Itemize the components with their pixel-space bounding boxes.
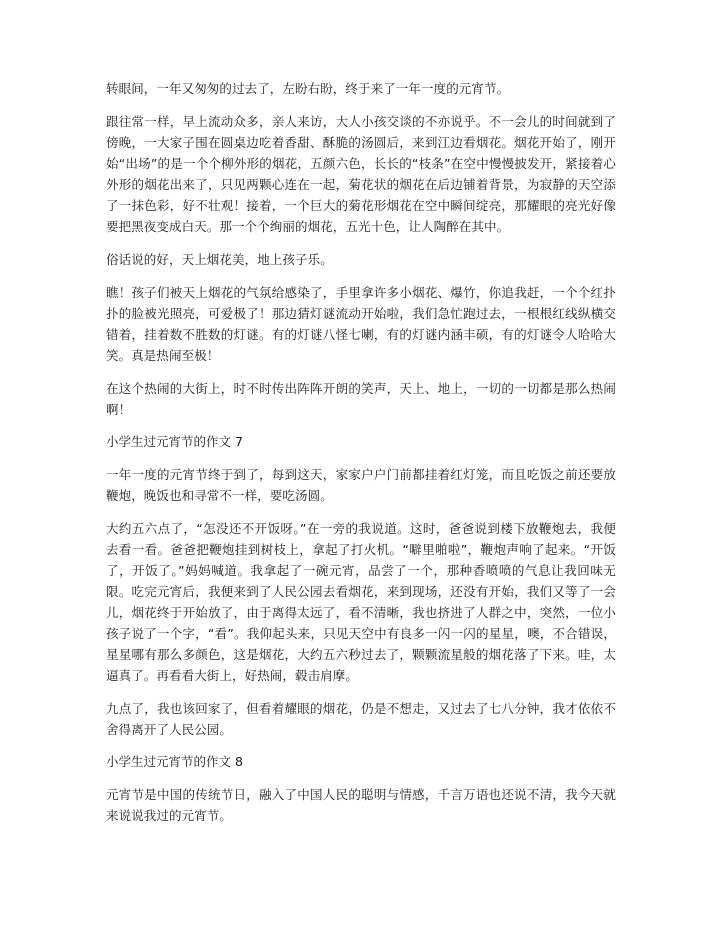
section-heading-8: 小学生过元宵节的作文 8 bbox=[106, 754, 243, 769]
paragraph-7-2: 大约五六点了，“怎没还不开饭呀。”在一旁的我说道。这时，爸爸说到楼下放鞭炮去，我便去看一看。爸爸把鞭炮挂到树枝上，拿起了打火机。“噼里啪啦”，鞭炮声响了起来。“开饭了，开饭了。”妈妈喊道。我拿起了一碗元宵，品尝了一个，那种香喷喷的气息让我回味无限。吃完元宵后，我便来到了人民公园去看烟花，来到现场，还没有开始，我们又等了一会儿，烟花终于开始放了，由于离得太远了，看不清晰，我也挤进了人群之中，突然，一位小孩子说了一个字，“看”。我仰起头来，只见天空中有良多一闪一闪的星星，噢，不合错误，星星哪有那么多颜色，这是烟花，大约五六秒过去了，颗颗流星般的烟花落了下来。哇，太逼真了。再看看大街上，好热闹，毂击肩摩。 bbox=[106, 521, 616, 683]
paragraph-street: 在这个热闹的大街上，时不时传出阵阵开朗的笑声，天上、地上，一切的一切都是那么热闹啊！ bbox=[106, 381, 616, 417]
paragraph-7-1: 一年一度的元宵节终于到了，每到这天，家家户户门前都挂着红灯笼，而且吃饭之前还要放鞭炮，晚饭也和寻常不一样，要吃汤圆。 bbox=[106, 467, 616, 503]
document-body bbox=[106, 78, 616, 838]
paragraph-7-3: 九点了，我也该回家了，但看着耀眼的烟花，仍是不想走，又过去了七八分钟，我才依依不舍得离开了人民公园。 bbox=[106, 701, 616, 737]
paragraph-saying: 俗话说的好，天上烟花美，地上孩子乐。 bbox=[106, 252, 333, 267]
paragraph-fireworks: 跟往常一样，早上流动众多，亲人来访，大人小孩交谈的不亦说乎。不一会儿的时间就到了傍晚，一大家子围在圆桌边吃着香甜、酥脆的汤圆后，来到江边看烟花。烟花开始了，刚开始“出场”的是一个个柳外形的烟花，五颜六色，长长的“枝条”在空中慢慢披发开，紧接着心外形的烟花出来了，只见两颗心连在一起，菊花状的烟花在后边铺着背景，为寂静的天空添了一抹色彩，好不壮观！接着，一个巨大的菊花形烟花在空中瞬间绽亮，那耀眼的亮光好像要把黑夜变成白天。那一个个绚丽的烟花，五光十色，让人陶醉在其中。 bbox=[106, 114, 616, 234]
paragraph-8-1: 元宵节是中国的传统节日，融入了中国人民的聪明与情感，千言万语也还说不清，我今天就来说说我过的元宵节。 bbox=[106, 787, 616, 823]
paragraph-children: 瞧！孩子们被天上烟花的气氛给感染了，手里拿许多小烟花、爆竹，你追我赶，一个个红扑扑的脸被光照亮，可爱极了！那边猜灯谜流动开始啦，我们急忙跑过去，一根根红线纵横交错着，挂着数不胜数的灯谜。有的灯谜八怪七喇，有的灯谜内涵丰硕，有的灯谜令人哈哈大笑。真是热闹至极！ bbox=[106, 285, 616, 363]
paragraph-intro: 转眼间，一年又匆匆的过去了，左盼右盼，终于来了一年一度的元宵节。 bbox=[106, 81, 510, 96]
section-heading-7: 小学生过元宵节的作文 7 bbox=[106, 434, 243, 449]
